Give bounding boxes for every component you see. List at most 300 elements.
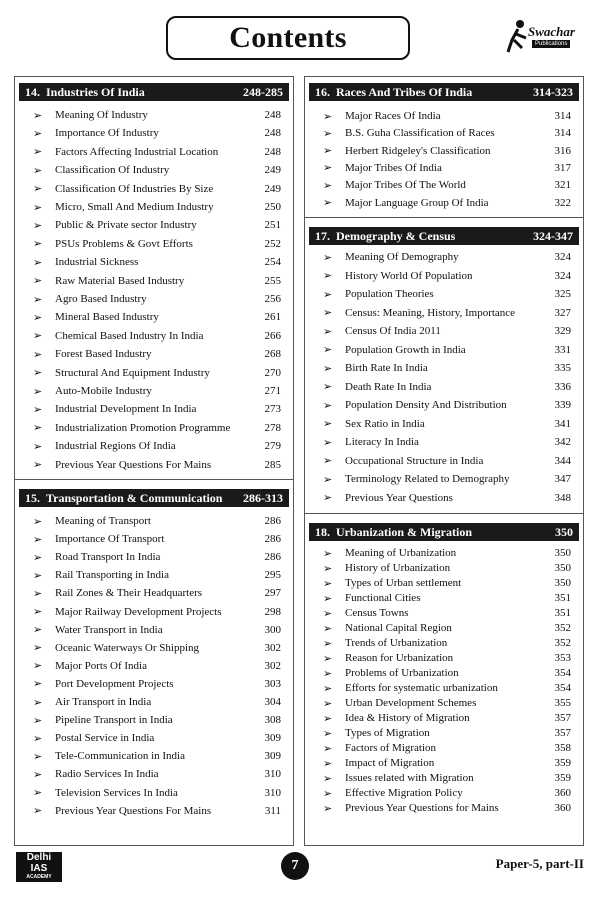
- arrow-bullet-icon: ➢: [33, 750, 43, 763]
- toc-entry-title: Idea & History of Migration: [345, 712, 470, 724]
- toc-entry[interactable]: [15, 291, 293, 307]
- arrow-bullet-icon: ➢: [33, 127, 43, 140]
- section-page-range: 248-285: [243, 84, 283, 99]
- toc-entry-page: 304: [264, 696, 281, 708]
- section-header: [19, 83, 289, 101]
- toc-entry[interactable]: [305, 635, 583, 651]
- toc-entry[interactable]: [15, 748, 293, 764]
- toc-entry-title: Factors Affecting Industrial Location: [55, 145, 219, 158]
- academy-logo-line2: IAS: [30, 863, 48, 874]
- section-title: 15. Transportation & Communication: [25, 490, 223, 505]
- toc-entry-page: 311: [264, 804, 281, 817]
- arrow-bullet-icon: ➢: [33, 311, 43, 324]
- toc-entry[interactable]: [15, 730, 293, 746]
- toc-entry-title: Census Towns: [345, 607, 409, 619]
- arrow-bullet-icon: ➢: [33, 732, 43, 745]
- toc-entry-title: Previous Year Questions For Mains: [55, 804, 212, 817]
- toc-entry-page: 273: [264, 403, 281, 416]
- toc-entry[interactable]: [15, 401, 293, 417]
- toc-entry-page: 360: [554, 802, 571, 814]
- toc-entry-title: Literacy In India: [345, 436, 419, 448]
- arrow-bullet-icon: ➢: [33, 293, 43, 306]
- toc-entry-page: 286: [264, 533, 281, 546]
- toc-entry-page: 278: [264, 421, 281, 434]
- toc-entry[interactable]: [305, 665, 583, 681]
- toc-entry-page: 353: [554, 652, 571, 664]
- toc-entry[interactable]: [305, 268, 583, 284]
- section-divider: [305, 217, 583, 218]
- toc-entry-page: 357: [554, 712, 571, 724]
- toc-entry-title: Agro Based Industry: [55, 293, 147, 305]
- arrow-bullet-icon: ➢: [33, 696, 43, 709]
- section-title: 16. Races And Tribes Of India: [315, 84, 473, 99]
- toc-entry-title: Auto-Mobile Industry: [55, 385, 152, 397]
- toc-entry[interactable]: [305, 286, 583, 302]
- section-page-range: 350: [555, 524, 573, 539]
- arrow-bullet-icon: ➢: [323, 418, 333, 430]
- toc-entry-page: 310: [264, 786, 281, 799]
- toc-entry-title: Types of Urban settlement: [345, 577, 462, 589]
- academy-logo-line1: Delhi: [26, 852, 52, 863]
- toc-entry-page: 295: [264, 569, 281, 582]
- arrow-bullet-icon: ➢: [33, 515, 43, 528]
- toc-entry-title: Pipeline Transport in India: [55, 714, 173, 727]
- toc-entry-page: 308: [264, 714, 281, 727]
- section-header: [309, 83, 579, 101]
- toc-entry-title: Postal Service in India: [55, 732, 155, 745]
- toc-entry[interactable]: [305, 490, 583, 506]
- toc-entry-title: Previous Year Questions For Mains: [55, 458, 212, 471]
- arrow-bullet-icon: ➢: [33, 440, 43, 453]
- arrow-bullet-icon: ➢: [323, 667, 333, 680]
- toc-entry[interactable]: [305, 650, 583, 666]
- arrow-bullet-icon: ➢: [323, 787, 333, 800]
- toc-entry-page: 355: [554, 697, 571, 709]
- toc-entry[interactable]: [15, 658, 293, 674]
- toc-entry[interactable]: [305, 453, 583, 469]
- arrow-bullet-icon: ➢: [323, 607, 333, 620]
- toc-entry[interactable]: [15, 162, 293, 178]
- toc-entry-title: Reason for Urbanization: [345, 652, 454, 664]
- toc-entry-title: Radio Services In India: [55, 768, 159, 781]
- toc-entry-title: Meaning of Transport: [55, 515, 151, 527]
- toc-entry-title: Importance Of Transport: [55, 533, 165, 546]
- toc-entry-page: 256: [264, 293, 281, 305]
- toc-entry[interactable]: [15, 125, 293, 141]
- toc-entry-page: 350: [554, 562, 571, 574]
- toc-entry-title: Birth Rate In India: [345, 362, 428, 374]
- logo-name: Swachar: [528, 24, 575, 39]
- toc-entry[interactable]: [305, 160, 583, 176]
- arrow-bullet-icon: ➢: [323, 381, 333, 393]
- toc-entry-page: 285: [264, 458, 281, 471]
- section-page-range: 314-323: [533, 84, 573, 99]
- toc-entry-page: 339: [554, 399, 571, 411]
- toc-entry-page: 350: [554, 577, 571, 589]
- toc-entry-page: 271: [264, 385, 281, 397]
- toc-entry-title: History of Urbanization: [345, 562, 451, 574]
- toc-entry-title: Census: Meaning, History, Importance: [345, 306, 516, 319]
- arrow-bullet-icon: ➢: [323, 307, 333, 319]
- toc-entry-page: 342: [554, 436, 571, 448]
- toc-entry-page: 351: [554, 607, 571, 619]
- toc-entry[interactable]: [15, 181, 293, 197]
- toc-entry-title: Classification Of Industries By Size: [55, 182, 214, 195]
- toc-entry[interactable]: [305, 545, 583, 561]
- toc-entry-page: 249: [264, 164, 281, 177]
- toc-entry-page: 303: [264, 677, 281, 690]
- arrow-bullet-icon: ➢: [323, 757, 333, 770]
- toc-entry-page: 357: [554, 727, 571, 739]
- toc-entry-title: Population Density And Distribution: [345, 399, 507, 411]
- toc-entry-title: Occupational Structure in India: [345, 454, 484, 467]
- toc-entry[interactable]: [305, 471, 583, 487]
- toc-entry[interactable]: [15, 640, 293, 656]
- toc-entry[interactable]: [305, 710, 583, 726]
- toc-entry[interactable]: [305, 434, 583, 450]
- toc-entry[interactable]: [305, 725, 583, 741]
- toc-entry-page: 331: [554, 343, 571, 356]
- toc-entry-page: 358: [554, 742, 571, 754]
- toc-entry[interactable]: [305, 108, 583, 124]
- toc-entry-title: Raw Material Based Industry: [55, 274, 185, 287]
- arrow-bullet-icon: ➢: [33, 768, 43, 781]
- toc-entry[interactable]: [15, 457, 293, 473]
- toc-entry-title: Efforts for systematic urbanization: [345, 682, 498, 694]
- toc-entry[interactable]: [15, 365, 293, 381]
- toc-entry-page: 300: [264, 623, 281, 636]
- toc-entry[interactable]: [305, 195, 583, 211]
- contents-column-right: [304, 76, 584, 846]
- toc-entry[interactable]: [15, 712, 293, 728]
- toc-entry-title: Rail Transporting in India: [55, 569, 169, 582]
- toc-entry-page: 314: [554, 110, 571, 122]
- toc-entry[interactable]: [305, 397, 583, 413]
- toc-entry-title: Functional Cities: [345, 592, 421, 604]
- toc-entry[interactable]: [305, 695, 583, 711]
- toc-entry-page: 309: [264, 732, 281, 745]
- toc-entry-page: 322: [554, 196, 571, 209]
- toc-entry-page: 302: [264, 659, 281, 672]
- arrow-bullet-icon: ➢: [33, 275, 43, 288]
- arrow-bullet-icon: ➢: [33, 642, 43, 655]
- arrow-bullet-icon: ➢: [33, 569, 43, 582]
- toc-entry-title: Air Transport in India: [55, 696, 152, 708]
- toc-entry[interactable]: [15, 803, 293, 819]
- arrow-bullet-icon: ➢: [323, 162, 333, 175]
- arrow-bullet-icon: ➢: [33, 587, 43, 600]
- toc-entry-page: 335: [554, 362, 571, 374]
- toc-entry-title: Tele-Communication in India: [55, 750, 185, 763]
- toc-entry-page: 250: [264, 201, 281, 213]
- toc-entry[interactable]: [15, 622, 293, 638]
- toc-entry-title: Major Ports Of India: [55, 659, 147, 672]
- toc-entry-title: Rail Zones & Their Headquarters: [55, 587, 203, 600]
- toc-entry[interactable]: [15, 766, 293, 782]
- toc-entry-title: Major Language Group Of India: [345, 196, 489, 209]
- section-header: [309, 523, 579, 541]
- toc-entry[interactable]: [15, 585, 293, 601]
- arrow-bullet-icon: ➢: [323, 802, 333, 815]
- toc-entry-page: 249: [264, 182, 281, 195]
- toc-entry-page: 321: [554, 179, 571, 192]
- toc-entry[interactable]: [305, 177, 583, 193]
- arrow-bullet-icon: ➢: [323, 436, 333, 449]
- toc-entry-title: Classification Of Industry: [55, 164, 170, 177]
- arrow-bullet-icon: ➢: [33, 183, 43, 196]
- toc-entry-title: Forest Based Industry: [55, 348, 152, 361]
- toc-entry[interactable]: [15, 549, 293, 565]
- toc-entry[interactable]: [305, 620, 583, 636]
- toc-entry-page: 268: [264, 348, 281, 361]
- toc-entry-page: 286: [264, 515, 281, 527]
- toc-entry-page: 270: [264, 366, 281, 379]
- arrow-bullet-icon: ➢: [33, 219, 43, 232]
- contents-column-left: [14, 76, 294, 846]
- toc-entry-page: 251: [264, 219, 281, 232]
- paper-label: Paper-5, part-II: [495, 856, 584, 871]
- toc-entry-page: 248: [264, 145, 281, 158]
- toc-entry[interactable]: [305, 575, 583, 591]
- toc-entry-title: Impact of Migration: [345, 757, 435, 769]
- toc-entry[interactable]: [305, 143, 583, 159]
- toc-entry-page: 351: [554, 592, 571, 604]
- arrow-bullet-icon: ➢: [33, 348, 43, 361]
- toc-entry[interactable]: [305, 125, 583, 141]
- toc-entry-page: 359: [554, 772, 571, 784]
- toc-entry-title: Population Growth in India: [345, 343, 466, 356]
- toc-entry[interactable]: [305, 342, 583, 358]
- arrow-bullet-icon: ➢: [33, 606, 43, 618]
- arrow-bullet-icon: ➢: [33, 385, 43, 398]
- arrow-bullet-icon: ➢: [33, 109, 43, 122]
- toc-entry[interactable]: [305, 590, 583, 606]
- arrow-bullet-icon: ➢: [323, 652, 333, 665]
- arrow-bullet-icon: ➢: [323, 772, 333, 785]
- toc-entry-page: 354: [554, 682, 571, 694]
- arrow-bullet-icon: ➢: [33, 533, 43, 546]
- toc-entry[interactable]: [15, 217, 293, 233]
- arrow-bullet-icon: ➢: [323, 325, 333, 338]
- arrow-bullet-icon: ➢: [33, 403, 43, 416]
- toc-entry-page: 360: [554, 787, 571, 799]
- toc-entry-title: Major Tribes Of India: [345, 161, 442, 174]
- toc-entry[interactable]: [305, 740, 583, 756]
- toc-entry-page: 359: [554, 757, 571, 769]
- logo-sub: Publications: [532, 40, 570, 48]
- toc-entry-page: 279: [264, 440, 281, 453]
- arrow-bullet-icon: ➢: [323, 362, 333, 375]
- toc-entry-page: 317: [554, 161, 571, 174]
- toc-entry-page: 329: [554, 325, 571, 337]
- toc-entry[interactable]: [15, 567, 293, 583]
- arrow-bullet-icon: ➢: [323, 251, 333, 264]
- toc-entry-title: Water Transport in India: [55, 623, 163, 636]
- toc-entry[interactable]: [15, 273, 293, 289]
- arrow-bullet-icon: ➢: [323, 145, 333, 158]
- toc-entry-page: 255: [264, 274, 281, 287]
- toc-entry-title: Death Rate In India: [345, 380, 432, 393]
- page-number: 7: [281, 852, 309, 880]
- toc-entry-title: History World Of Population: [345, 269, 473, 282]
- arrow-bullet-icon: ➢: [323, 492, 333, 504]
- toc-entry-title: Industrial Development In India: [55, 403, 197, 416]
- toc-entry-title: Television Services In India: [55, 786, 178, 799]
- arrow-bullet-icon: ➢: [323, 455, 333, 467]
- toc-entry-title: Oceanic Waterways Or Shipping: [55, 641, 200, 654]
- toc-entry-page: 344: [554, 454, 571, 467]
- toc-entry-title: Major Tribes Of The World: [345, 179, 466, 192]
- page-title: Contents: [166, 16, 410, 60]
- arrow-bullet-icon: ➢: [323, 288, 333, 301]
- toc-entry[interactable]: [15, 604, 293, 620]
- toc-entry[interactable]: [15, 107, 293, 123]
- toc-entry-title: Problems of Urbanization: [345, 667, 459, 679]
- toc-entry[interactable]: [305, 323, 583, 339]
- arrow-bullet-icon: ➢: [323, 622, 333, 635]
- toc-entry[interactable]: [15, 309, 293, 325]
- toc-entry-title: Factors of Migration: [345, 742, 437, 754]
- toc-entry-title: Herbert Ridgeley's Classification: [345, 144, 491, 157]
- toc-entry-page: 310: [264, 768, 281, 781]
- toc-entry-title: Previous Year Questions for Mains: [345, 802, 499, 814]
- section-page-range: 324-347: [533, 228, 573, 243]
- toc-entry[interactable]: [15, 420, 293, 436]
- arrow-bullet-icon: ➢: [323, 179, 333, 192]
- toc-entry-title: Effective Migration Policy: [345, 787, 463, 799]
- toc-entry-title: Industrial Sickness: [55, 256, 139, 269]
- arrow-bullet-icon: ➢: [323, 127, 333, 140]
- toc-entry-page: 298: [264, 605, 281, 618]
- toc-entry[interactable]: [15, 199, 293, 215]
- toc-entry-page: 350: [554, 547, 571, 559]
- toc-entry-title: Major Railway Development Projects: [55, 605, 222, 618]
- toc-entry-page: 252: [264, 237, 281, 250]
- toc-entry-title: Port Development Projects: [55, 677, 174, 690]
- toc-entry-page: 302: [264, 641, 281, 654]
- toc-entry[interactable]: [305, 379, 583, 395]
- toc-entry-page: 309: [264, 750, 281, 763]
- arrow-bullet-icon: ➢: [33, 256, 43, 269]
- arrow-bullet-icon: ➢: [33, 146, 43, 159]
- toc-entry[interactable]: [15, 785, 293, 801]
- toc-entry[interactable]: [15, 383, 293, 399]
- arrow-bullet-icon: ➢: [323, 697, 333, 710]
- toc-entry-title: Mineral Based Industry: [55, 311, 159, 324]
- toc-entry-title: Industrial Regions Of India: [55, 440, 176, 453]
- arrow-bullet-icon: ➢: [323, 399, 333, 412]
- arrow-bullet-icon: ➢: [323, 742, 333, 755]
- toc-entry-page: 254: [264, 256, 281, 269]
- arrow-bullet-icon: ➢: [33, 238, 43, 251]
- toc-entry[interactable]: [15, 694, 293, 710]
- toc-entry-page: 314: [554, 127, 571, 140]
- toc-entry-title: Micro, Small And Medium Industry: [55, 201, 214, 213]
- arrow-bullet-icon: ➢: [323, 682, 333, 695]
- arrow-bullet-icon: ➢: [323, 110, 333, 123]
- toc-entry-title: B.S. Guha Classification of Races: [345, 127, 495, 140]
- section-title: 18. Urbanization & Migration: [315, 524, 472, 539]
- toc-entry-title: Importance Of Industry: [55, 127, 159, 140]
- arrow-bullet-icon: ➢: [323, 592, 333, 605]
- toc-entry-title: Issues related with Migration: [345, 772, 474, 784]
- toc-entry[interactable]: [305, 560, 583, 576]
- section-header: [19, 489, 289, 507]
- arrow-bullet-icon: ➢: [33, 164, 43, 177]
- toc-entry-page: 336: [554, 380, 571, 393]
- toc-entry[interactable]: [15, 531, 293, 547]
- toc-entry-title: Trends of Urbanization: [345, 637, 448, 649]
- arrow-bullet-icon: ➢: [323, 473, 333, 486]
- toc-entry[interactable]: [15, 438, 293, 454]
- arrow-bullet-icon: ➢: [33, 201, 43, 214]
- toc-entry-page: 248: [264, 127, 281, 140]
- publisher-logo: [506, 18, 575, 58]
- toc-entry[interactable]: [305, 785, 583, 801]
- section-divider: [15, 479, 293, 480]
- toc-entry[interactable]: [15, 144, 293, 160]
- toc-entry-page: 286: [264, 551, 281, 564]
- academy-logo: [16, 852, 62, 882]
- toc-entry-page: 261: [264, 311, 281, 324]
- arrow-bullet-icon: ➢: [33, 660, 43, 673]
- section-divider: [305, 513, 583, 514]
- arrow-bullet-icon: ➢: [323, 197, 333, 209]
- toc-entry[interactable]: [305, 360, 583, 376]
- academy-logo-sub: ACADEMY: [26, 874, 52, 880]
- section-title: 14. Industries Of India: [25, 84, 145, 99]
- toc-entry-title: Urban Development Schemes: [345, 697, 477, 709]
- toc-entry[interactable]: [15, 328, 293, 344]
- runner-icon: [506, 18, 530, 54]
- toc-entry-title: Meaning Of Demography: [345, 251, 459, 263]
- toc-entry-title: Types of Migration: [345, 727, 430, 739]
- arrow-bullet-icon: ➢: [33, 422, 43, 435]
- toc-entry[interactable]: [305, 800, 583, 816]
- toc-entry-page: 325: [554, 288, 571, 300]
- toc-entry[interactable]: [305, 605, 583, 621]
- toc-entry[interactable]: [15, 676, 293, 692]
- toc-entry[interactable]: [305, 680, 583, 696]
- toc-entry-title: National Capital Region: [345, 622, 452, 634]
- arrow-bullet-icon: ➢: [33, 678, 43, 691]
- arrow-bullet-icon: ➢: [33, 805, 43, 818]
- toc-entry[interactable]: [15, 254, 293, 270]
- arrow-bullet-icon: ➢: [323, 562, 333, 575]
- toc-entry-page: 324: [554, 251, 571, 263]
- toc-entry-title: Meaning of Urbanization: [345, 547, 457, 559]
- toc-entry-page: 266: [264, 329, 281, 342]
- toc-entry-page: 341: [554, 417, 571, 430]
- toc-entry[interactable]: [305, 416, 583, 432]
- toc-entry[interactable]: [305, 305, 583, 321]
- toc-entry-page: 352: [554, 637, 571, 649]
- toc-entry-title: Structural And Equipment Industry: [55, 366, 210, 379]
- toc-entry[interactable]: [305, 755, 583, 771]
- toc-entry[interactable]: [305, 249, 583, 265]
- toc-entry[interactable]: [15, 513, 293, 529]
- toc-entry[interactable]: [305, 770, 583, 786]
- section-page-range: 286-313: [243, 490, 283, 505]
- arrow-bullet-icon: ➢: [323, 344, 333, 356]
- toc-entry-title: Chemical Based Industry In India: [55, 329, 204, 342]
- toc-entry[interactable]: [15, 236, 293, 252]
- toc-entry-title: Road Transport In India: [55, 551, 161, 564]
- toc-entry[interactable]: [15, 346, 293, 362]
- toc-entry-page: 347: [554, 473, 571, 485]
- toc-entry-title: Major Races Of India: [345, 110, 441, 122]
- toc-entry-page: 352: [554, 622, 571, 634]
